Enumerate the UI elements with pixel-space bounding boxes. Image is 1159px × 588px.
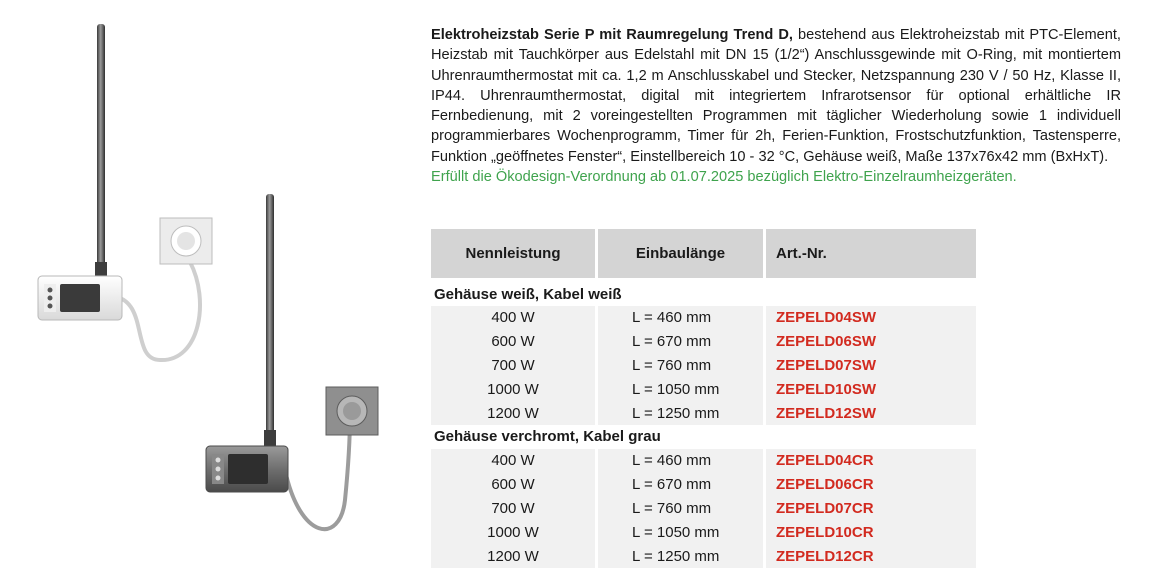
cell-length: L = 1250 mm xyxy=(597,544,765,568)
heater-white-variant xyxy=(38,24,212,360)
cell-power: 700 W xyxy=(431,354,597,378)
cell-power: 600 W xyxy=(431,330,597,354)
cell-article-number: ZEPELD04CR xyxy=(765,449,977,473)
cell-article-number: ZEPELD07CR xyxy=(765,497,977,521)
table-row xyxy=(431,520,976,544)
cell-article-number: ZEPELD12CR xyxy=(765,544,977,568)
table-row xyxy=(431,330,976,354)
cell-power: 400 W xyxy=(431,449,597,473)
table-row xyxy=(431,401,976,425)
table-row xyxy=(431,497,976,521)
cell-power: 700 W xyxy=(431,497,597,521)
cell-power: 400 W xyxy=(431,306,597,330)
ecodesign-note: Erfüllt die Ökodesign-Verordnung ab 01.07.2025 bezüglich Elektro-Einzelraumheizgeräten. xyxy=(431,169,1017,186)
header-einbaulaenge: Einbaulänge xyxy=(597,229,765,278)
spec-table xyxy=(431,229,976,568)
header-nennleistung: Nennleistung xyxy=(431,229,597,278)
cell-power: 600 W xyxy=(431,473,597,497)
cell-length: L = 1050 mm xyxy=(597,520,765,544)
cell-article-number: ZEPELD10CR xyxy=(765,520,977,544)
cell-length: L = 760 mm xyxy=(597,354,765,378)
heater-chrome-variant xyxy=(206,194,378,529)
cell-article-number: ZEPELD12SW xyxy=(765,401,977,425)
cell-power: 1200 W xyxy=(431,401,597,425)
cell-length: L = 670 mm xyxy=(597,473,765,497)
product-description-text: bestehend aus Elektroheizstab mit PTC-Element, Heizstab mit Tauchkörper aus Edelstahl mit DN 15 (1/2“) Anschlussgewinde mit O-Ring, mit montiertem Uhrenraumthermostat mit ca. 1,2 m Anschlusskabel und Stecker, Netzspannung 230 V / 50 Hz, Klasse II, IP44. Uhrenraumthermostat, digital mit integriertem Infrarotsensor für optional erhältliche IR Fernbedienung, mit 2 voreingestellten Programmen mit täglicher Wiederholung sowie 1 individuell programmierbares Wochenprogramm, Timer für 2h, Ferien-Funktion, Frostschutzfunktion, Tastensperre, Funktion „geöffnetes Fenster“, Einstellbereich 10 - 32 °C, Gehäuse weiß, Maße 137x76x42 mm (BxHxT). xyxy=(431,27,1121,165)
table-header-row xyxy=(431,229,976,278)
table-row xyxy=(431,354,976,378)
cell-length: L = 460 mm xyxy=(597,306,765,330)
group-label: Gehäuse verchromt, Kabel grau xyxy=(431,425,976,449)
group-label: Gehäuse weiß, Kabel weiß xyxy=(431,282,976,306)
cell-length: L = 670 mm xyxy=(597,330,765,354)
cell-length: L = 1050 mm xyxy=(597,377,765,401)
header-art-nr: Art.-Nr. xyxy=(765,229,977,278)
cell-length: L = 460 mm xyxy=(597,449,765,473)
cell-power: 1000 W xyxy=(431,520,597,544)
cell-article-number: ZEPELD04SW xyxy=(765,306,977,330)
product-illustration xyxy=(0,0,420,588)
cell-article-number: ZEPELD06SW xyxy=(765,330,977,354)
cell-power: 1000 W xyxy=(431,377,597,401)
table-row xyxy=(431,377,976,401)
cell-length: L = 760 mm xyxy=(597,497,765,521)
cell-article-number: ZEPELD07SW xyxy=(765,354,977,378)
table-row xyxy=(431,473,976,497)
product-description xyxy=(431,25,1121,187)
table-row xyxy=(431,306,976,330)
cell-length: L = 1250 mm xyxy=(597,401,765,425)
cell-power: 1200 W xyxy=(431,544,597,568)
table-row xyxy=(431,449,976,473)
table-row xyxy=(431,544,976,568)
group-header-chrome xyxy=(431,425,976,449)
group-header-white xyxy=(431,282,976,306)
cell-article-number: ZEPELD10SW xyxy=(765,377,977,401)
product-title: Elektroheizstab Serie P mit Raumregelung Trend D, xyxy=(431,27,793,43)
cell-article-number: ZEPELD06CR xyxy=(765,473,977,497)
